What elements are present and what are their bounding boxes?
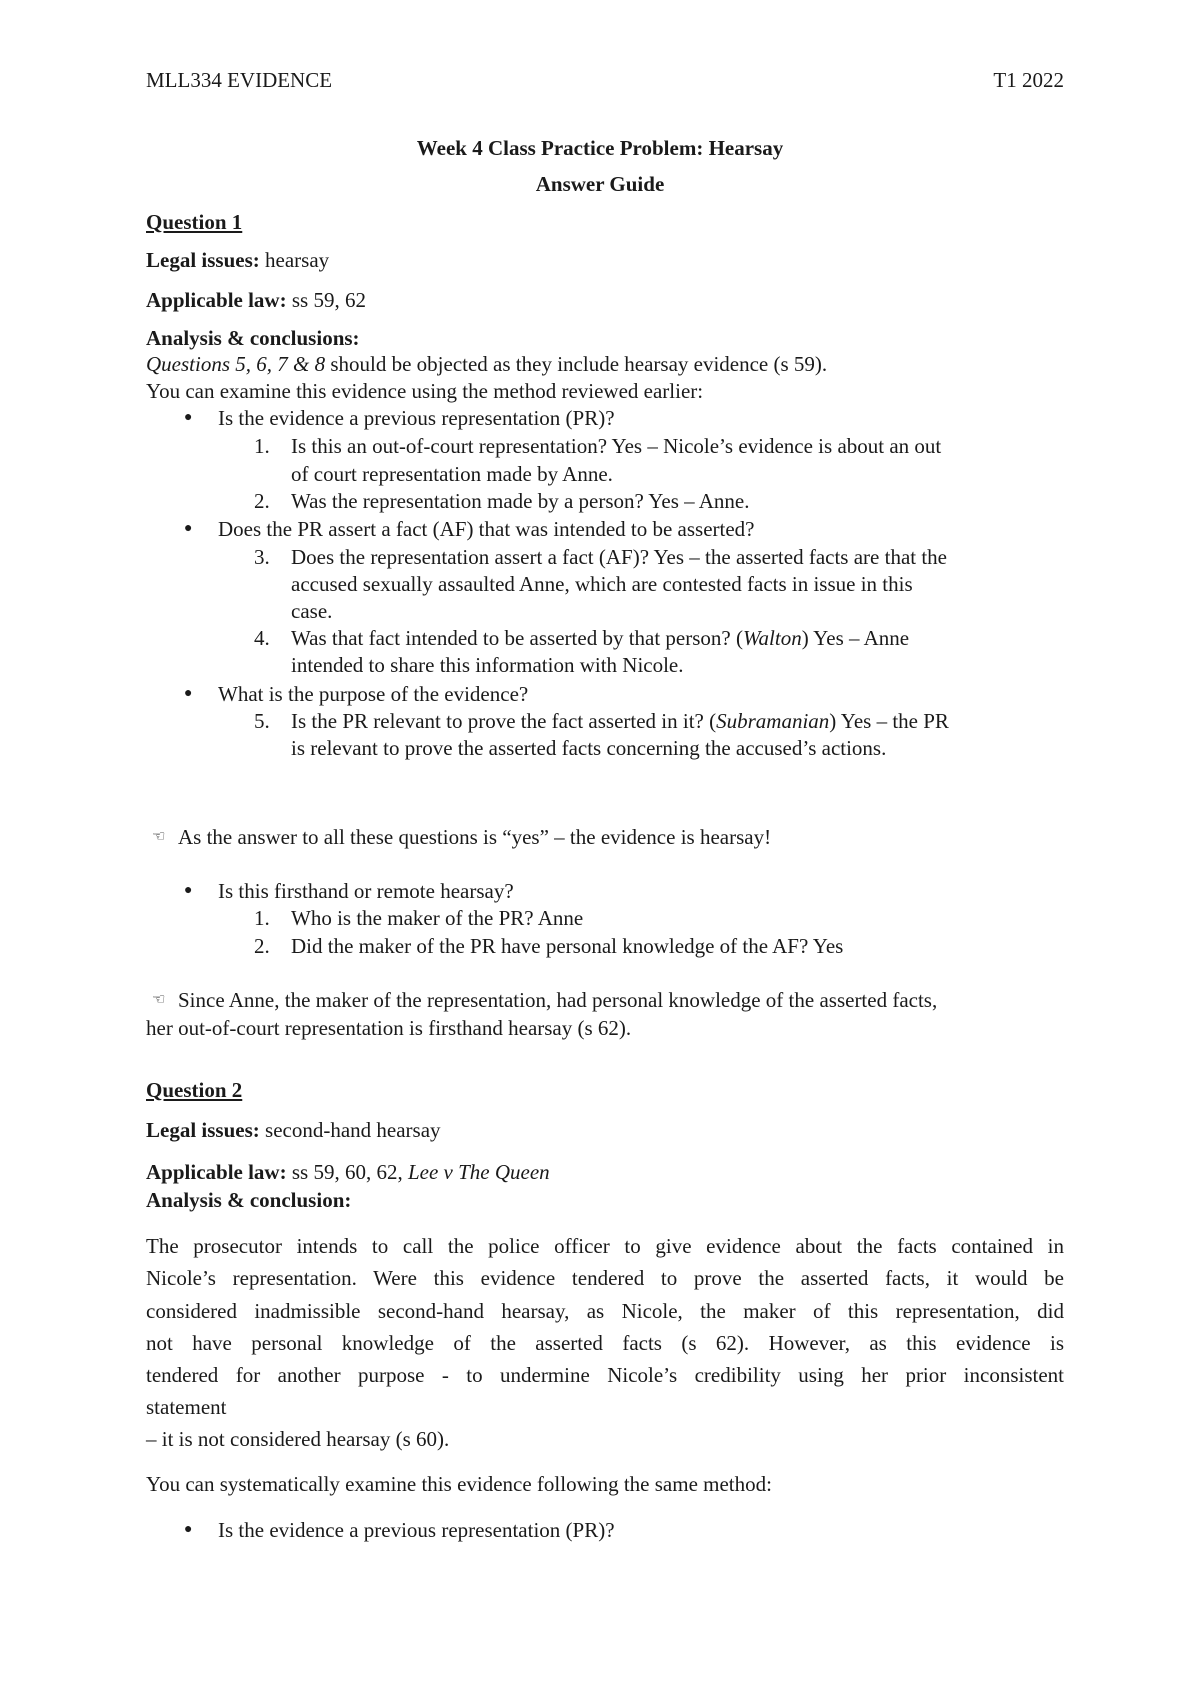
- q2-paragraph-line5: tendered for another purpose - to undermine Nicole’s credibility using her prior inconsistent: [146, 1363, 1064, 1387]
- document-title: Week 4 Class Practice Problem: Hearsay: [416, 136, 784, 160]
- q2-paragraph-line7: – it is not considered hearsay (s 60).: [146, 1427, 450, 1451]
- q1-item-1-line2: of court representation made by Anne.: [291, 462, 613, 486]
- q1-item-3-line3: case.: [291, 599, 333, 623]
- q2-paragraph-line2: Nicole’s representation. Were this evidence tendered to prove the asserted facts, it would be: [146, 1266, 1064, 1290]
- q2-applicable-law: Applicable law: ss 59, 60, 62, Lee v The Queen: [146, 1160, 550, 1184]
- q1-bullet-4: Is this firsthand or remote hearsay?: [218, 879, 514, 903]
- q1-conclusion-1: As the answer to all these questions is “yes” – the evidence is hearsay!: [178, 825, 772, 849]
- q1-item-3-line1: Does the representation assert a fact (AF)? Yes – the asserted facts are that the: [291, 545, 948, 569]
- pointing-hand-icon: ☜: [152, 992, 166, 1008]
- q1-applicable-law: Applicable law: ss 59, 62: [146, 288, 366, 312]
- list-number: 4.: [254, 626, 270, 650]
- q1-conclusion-2-line2: her out-of-court representation is firsthand hearsay (s 62).: [146, 1016, 632, 1040]
- q1-item-5-line2: is relevant to prove the asserted facts concerning the accused’s actions.: [291, 736, 887, 760]
- q2-paragraph-line1: The prosecutor intends to call the police officer to give evidence about the facts contained in: [146, 1234, 1064, 1258]
- q1-item-3-line2: accused sexually assaulted Anne, which are contested facts in issue in this: [291, 572, 913, 596]
- q2-paragraph-line6: statement: [146, 1395, 227, 1419]
- list-number: 1.: [254, 434, 270, 458]
- q1-bullet-1: Is the evidence a previous representation (PR)?: [218, 406, 615, 430]
- q1-legal-issues: Legal issues: hearsay: [146, 248, 330, 272]
- q2-heading: Question 2: [146, 1078, 243, 1102]
- list-number: 5.: [254, 709, 270, 733]
- q1-heading: Question 1: [146, 210, 243, 234]
- q1-intro-line1: Questions 5, 6, 7 & 8 should be objected as they include hearsay evidence (s 59).: [146, 352, 828, 376]
- list-number: 1.: [254, 906, 270, 930]
- bullet-icon: ●: [184, 883, 193, 898]
- q2-method-intro: You can systematically examine this evidence following the same method:: [146, 1472, 772, 1496]
- q1-item-2: Was the representation made by a person? Yes – Anne.: [291, 489, 750, 513]
- q2-analysis-label: Analysis & conclusion:: [146, 1188, 352, 1212]
- header-term: T1 2022: [993, 68, 1064, 92]
- bullet-icon: ●: [184, 1522, 193, 1537]
- q1-remote-item-1: Who is the maker of the PR? Anne: [291, 906, 584, 930]
- list-number: 2.: [254, 489, 270, 513]
- q1-item-4-line2: intended to share this information with Nicole.: [291, 653, 684, 677]
- q2-paragraph-line3: considered inadmissible second-hand hearsay, as Nicole, the maker of this representation, did: [146, 1299, 1064, 1323]
- q1-bullet-2: Does the PR assert a fact (AF) that was intended to be asserted?: [218, 517, 755, 541]
- pointing-hand-icon: ☜: [152, 829, 166, 845]
- q1-item-4-line1: Was that fact intended to be asserted by that person? (Walton) Yes – Anne: [291, 626, 910, 650]
- q2-legal-issues: Legal issues: second-hand hearsay: [146, 1118, 441, 1142]
- q1-item-5-line1: Is the PR relevant to prove the fact asserted in it? (Subramanian) Yes – the PR: [291, 709, 949, 733]
- q2-bullet-1: Is the evidence a previous representation (PR)?: [218, 1518, 615, 1542]
- q1-bullet-3: What is the purpose of the evidence?: [218, 682, 529, 706]
- q1-remote-item-2: Did the maker of the PR have personal knowledge of the AF? Yes: [291, 934, 844, 958]
- q1-analysis-label: Analysis & conclusions:: [146, 326, 360, 350]
- bullet-icon: ●: [184, 410, 193, 425]
- q1-item-1-line1: Is this an out-of-court representation? Yes – Nicole’s evidence is about an out: [291, 434, 942, 458]
- list-number: 2.: [254, 934, 270, 958]
- q1-conclusion-2-line1: Since Anne, the maker of the representation, had personal knowledge of the asserted facts,: [178, 988, 938, 1012]
- q2-paragraph-line4: not have personal knowledge of the asserted facts (s 62). However, as this evidence is: [146, 1331, 1064, 1355]
- document-subtitle: Answer Guide: [535, 172, 665, 196]
- bullet-icon: ●: [184, 686, 193, 701]
- q1-intro-line2: You can examine this evidence using the method reviewed earlier:: [146, 379, 704, 403]
- bullet-icon: ●: [184, 521, 193, 536]
- header-course: MLL334 EVIDENCE: [146, 68, 333, 92]
- list-number: 3.: [254, 545, 270, 569]
